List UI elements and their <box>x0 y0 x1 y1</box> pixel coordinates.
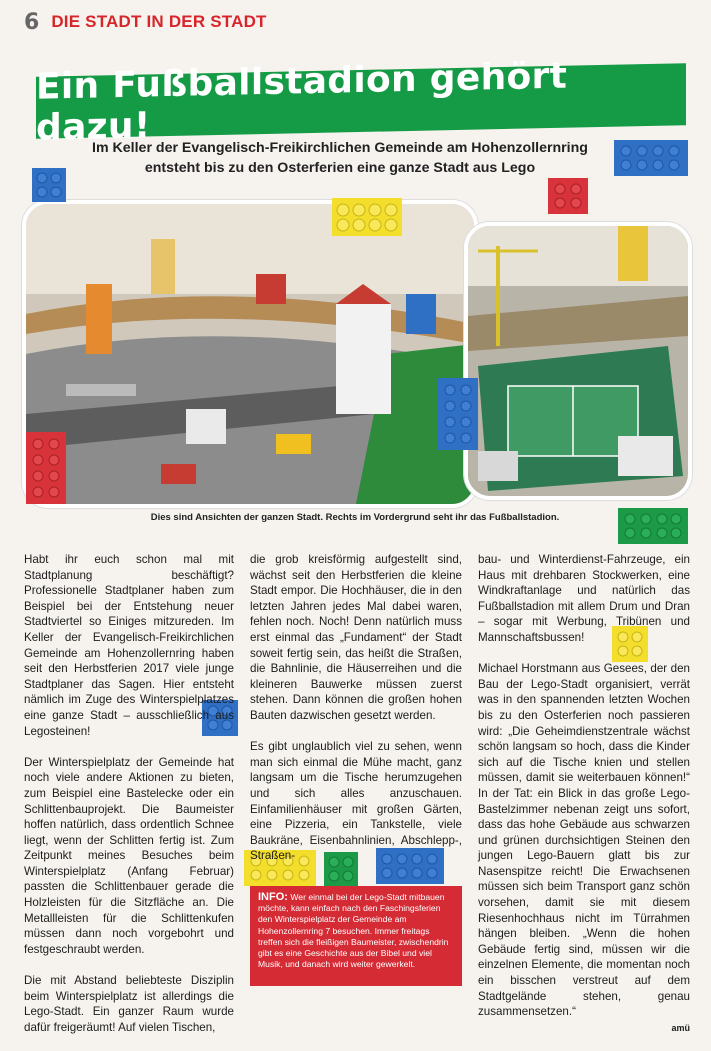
lego-brick-blue-2 <box>614 140 688 176</box>
lego-brick-blue-3 <box>438 378 478 450</box>
paragraph: Michael Horstmann aus Gesees, der den Bau der Lego-Stadt organisiert, verrät was in den spannenden letzten Wochen bis zu den Osterferien noch passieren wird: „Die Geheimdienstzentrale wächst schön langsam so hoch, dass die Kinder sich auf die Tische knien und stellen müssen, damit sie weiterbauen können!“ In der Tat: ein Blick in das große Lego-Bastelzimmer nebenan zeigt uns sofort, dass das hohe Gebäude aus schwarzen und grünen durchsichtigen Steinen den jungen Lego-Bauern glatt bis zur Nasenspitze reicht! Die Erwachsenen müssen sich beim Transport ganz schön vorsehen, damit sie mit diesem Riesenhochhaus nicht im Türrahmen hängen bleiben. „Wenn die hohen Gebäude fertig sind, müssen wir die einzelnen Elemente, die momentan noch ein bisschen verstreut auf dem Stadtgelände stehen, genau zusammensetzen.“ <box>478 662 690 1019</box>
section-title: DIE STADT IN DER STADT <box>51 12 267 31</box>
subtitle-line-1: Im Keller der Evangelisch-Freikirchlichen Gemeinde am Hohenzollernring <box>92 140 588 156</box>
page-header <box>24 8 684 36</box>
subtitle-line-2: entsteht bis zu den Osterferien eine ganze Stadt aus Lego <box>144 160 536 176</box>
article-column-1 <box>24 552 234 1051</box>
photo-stadium <box>464 222 692 500</box>
info-label: INFO: <box>258 891 288 903</box>
lego-city-illustration <box>26 204 474 504</box>
paragraph: die grob kreisförmig aufgestellt sind, wächst seit den Herbstferien die kleine Stadt empor. Die Hochhäuser, die in den letzten Jahren jedes Mal dabei waren, fehlen noch. Noch! Denn natürlich muss erst einmal das „Fundament“ der Stadt soweit fertig sein, das heißt die Straßen, die Bahnlinie, die Häuserreihen und die kleineren Bauwerke müssen zuerst stehen. Dann können die großen hohen Bauten dazwischen gesetzt werden. <box>250 553 462 722</box>
lego-brick-green-1 <box>618 508 688 544</box>
photo-caption: Dies sind Ansichten der ganzen Stadt. Rechts im Vordergrund seht ihr das Fußballstadion. <box>150 512 560 523</box>
lego-brick-red-2 <box>26 432 66 504</box>
stadium-illustration <box>468 226 688 496</box>
lego-brick-blue-1 <box>32 168 66 202</box>
lego-brick-yellow-1 <box>332 198 402 236</box>
subtitle <box>60 138 620 178</box>
article-column-2 <box>250 552 462 879</box>
article-column-3 <box>478 552 690 1037</box>
paragraph: Der Winterspielplatz der Gemeinde hat noch viele andere Aktionen zu bieten, zum Beispiel eine Bastelecke oder ein Schlittenbauprojekt. Die Baumeister hoffen natürlich, dass ordentlich Schnee liegt, wenn der Schlitten fertig ist. Zum Zeitpunkt meines Besuches beim Winterspielplatz (Anfang Februar) passten die Schlittenbauer gerade die Holzleisten für die Sitzfläche an. Die Metallleisten für die Schlittenkufen müssen dann noch vorgebohrt und festgeschraubt werden. <box>24 755 234 956</box>
paragraph: Habt ihr euch schon mal mit Stadtplanung beschäftigt? Professionelle Stadtplaner haben zum Beispiel bei der Entstehung neuer Stadtviertel so Einiges mitzureden. Im Keller der Evangelisch-Freikirchlichen Gemeinde am Hohenzollernring haben seit den Herbstferien 2017 viele junge Stadtplaner das Sagen. Hier entsteht nämlich im Zuge des Winterspielplatzes eine ganze Stadt – ausschließlich aus Legosteinen! <box>24 553 234 738</box>
paragraph: Es gibt unglaublich viel zu sehen, wenn man sich einmal die Mühe macht, ganz langsam um die Tische herumzugehen und sich alles anzuschauen. Einfamilienhäuser mit großen Gärten, eine Pizzeria, ein Tankstelle, viele Baukräne, Eisenbahnlinien, Abschlepp-, Straßen- <box>250 740 462 863</box>
page-number: 6 <box>24 9 40 35</box>
photo-lego-city <box>22 200 478 508</box>
info-text: Wer einmal bei der Lego-Stadt mitbauen möchte, kann einfach nach den Faschingsferien den Winterspielplatz der Gemeinde am Hohenzollernring 7 besuchen. Immer freitags treffen sich die fleißigen Baumeister, zwischendrin gibt es eine Geschichte aus der Bibel und viel Musik, und danach wird weiter gewerkelt. <box>258 892 449 970</box>
lego-brick-red-1 <box>548 178 588 214</box>
paragraph: bau- und Winterdienst-Fahrzeuge, ein Haus mit drehbaren Stockwerken, eine Windkraftanlage und natürlich das Fußballstadion mit allem Drum und Dran – sogar mit Werbung, Tribünen und Mannschaftsbussen! <box>478 553 690 644</box>
headline: Ein Fußballstadion gehört dazu! <box>36 55 568 149</box>
paragraph: Die mit Abstand beliebteste Disziplin beim Winterspielplatz ist allerdings die Lego-Stadt. Ein ganzer Raum wurde dafür freigeräumt! Auf vielen Tischen, <box>24 974 234 1034</box>
author-signature: amü <box>671 1023 690 1034</box>
info-box <box>250 886 462 986</box>
